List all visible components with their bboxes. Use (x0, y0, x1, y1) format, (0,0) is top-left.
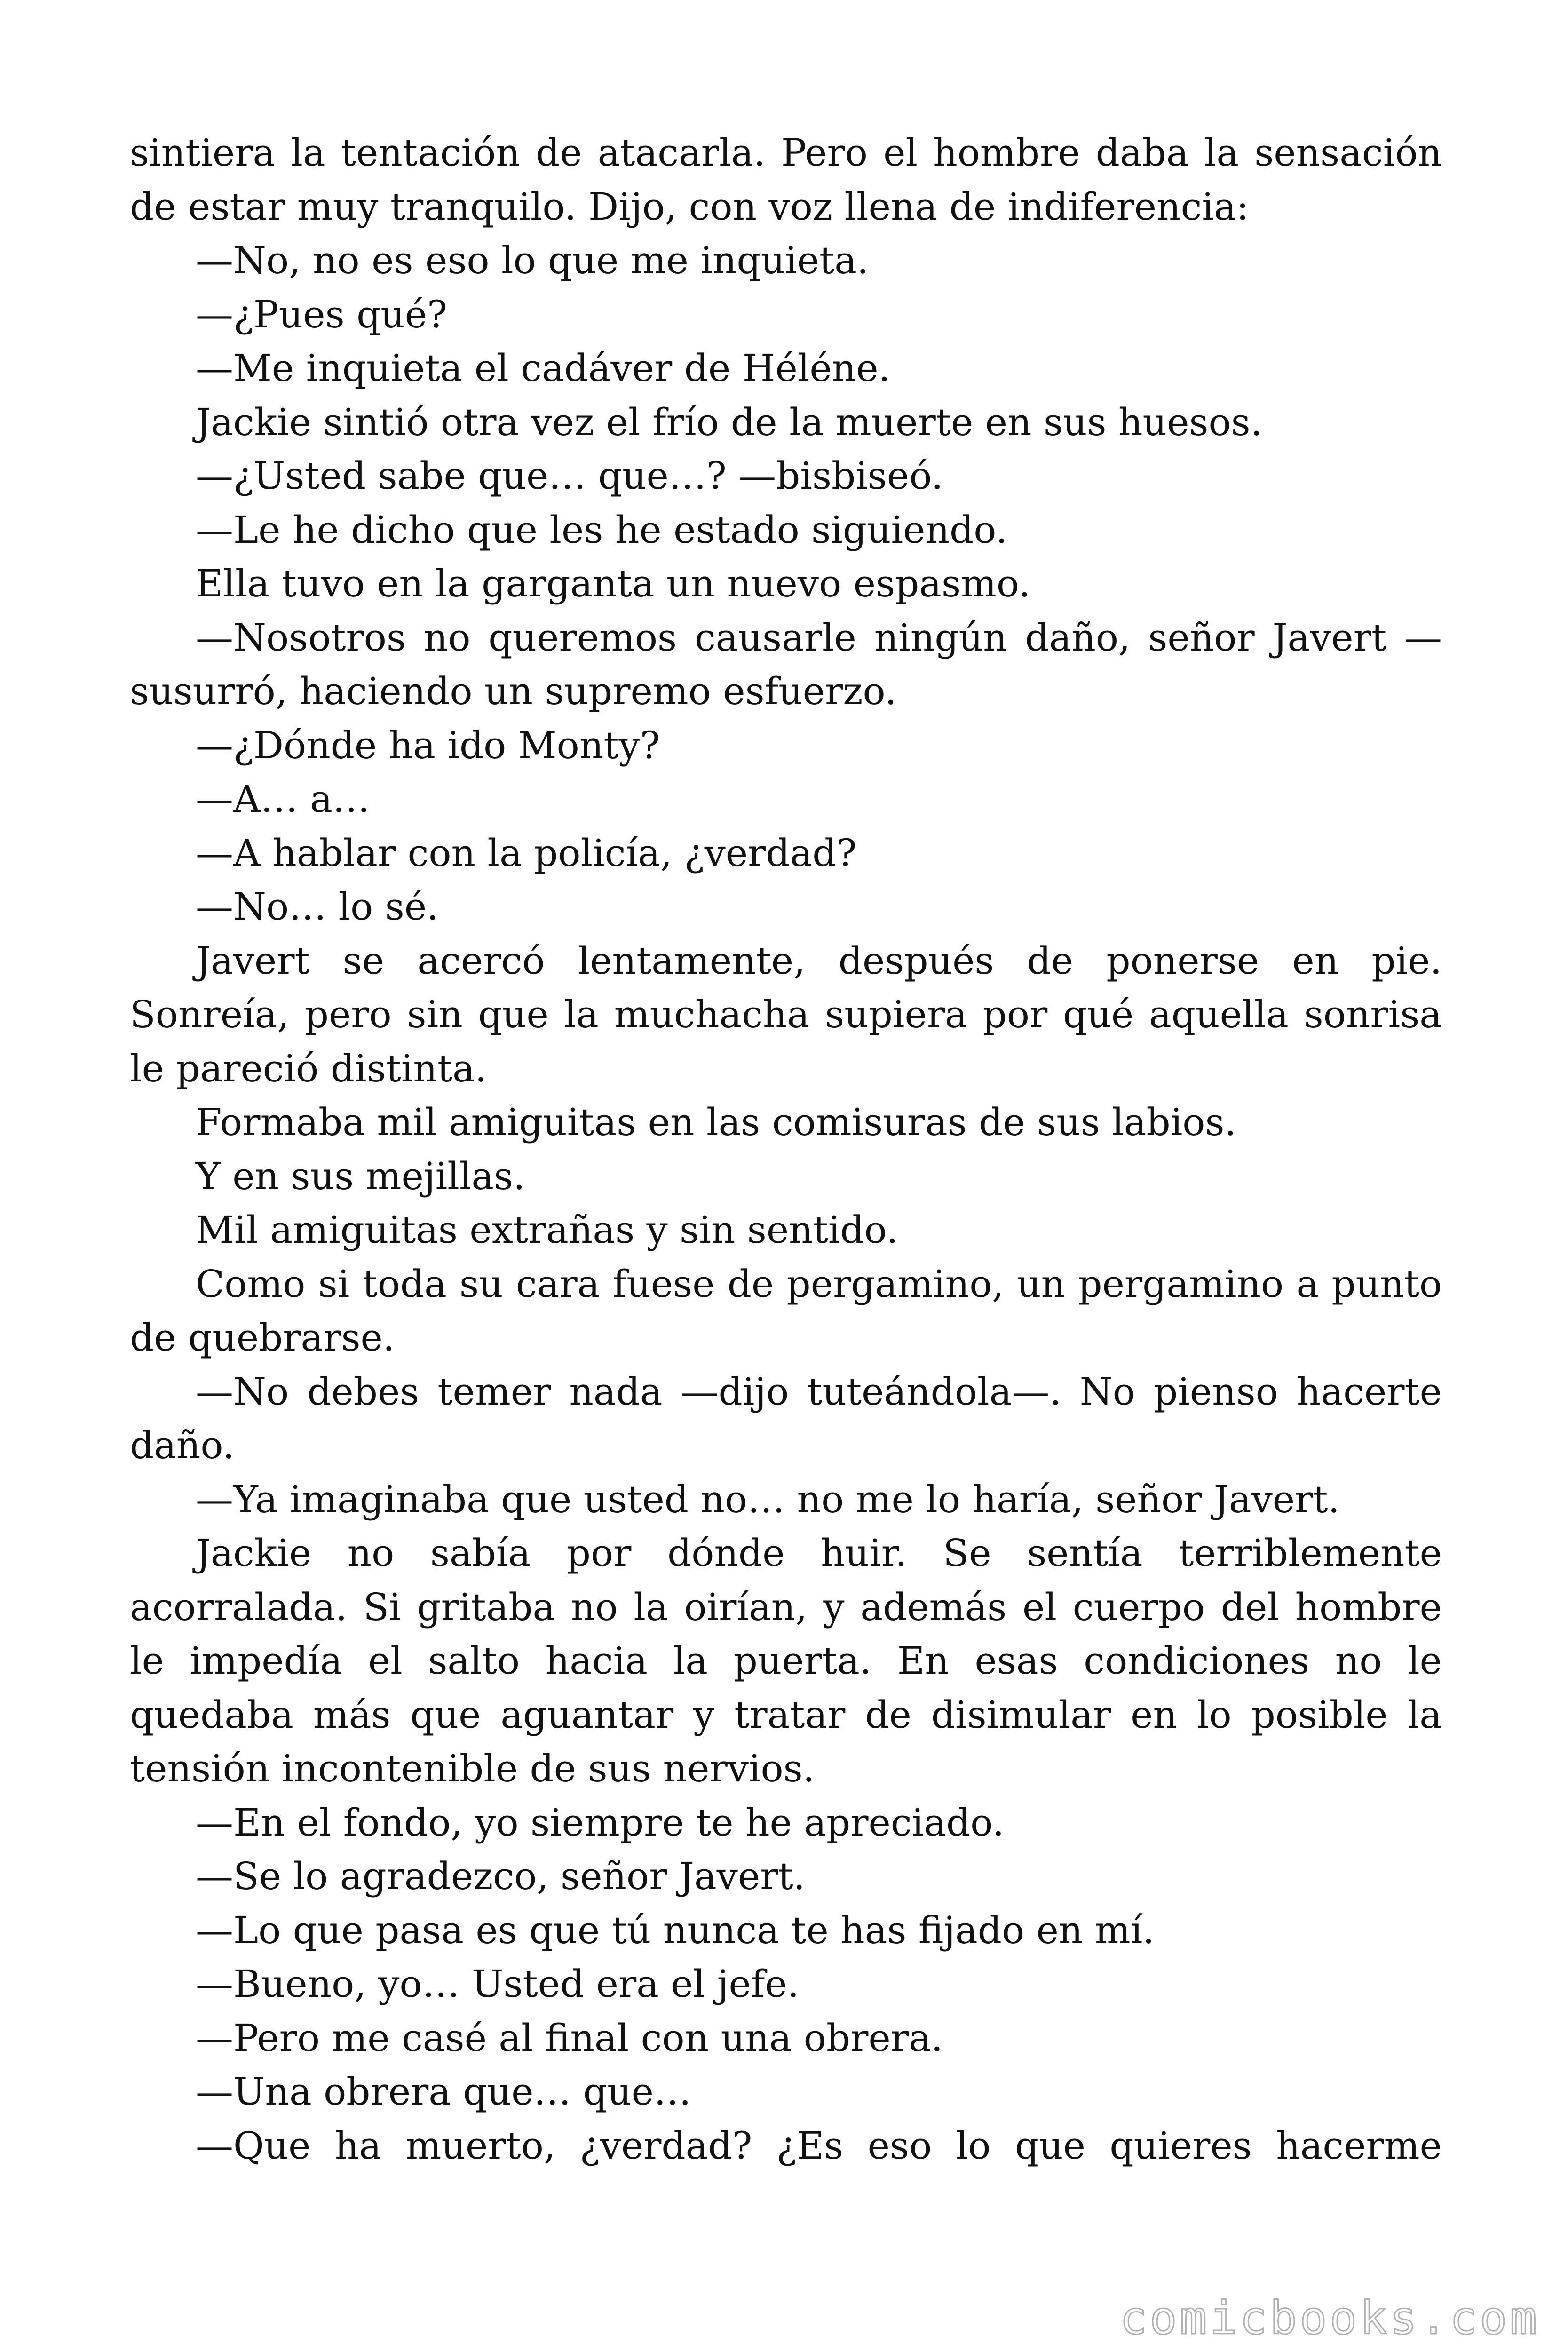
paragraph: —Lo que pasa es que tú nunca te has fijado en mí. (196, 1908, 1155, 1952)
page-body (130, 126, 1442, 2271)
watermark-logo: comicbooks.com (1119, 2292, 1540, 2344)
paragraph: —Nosotros no queremos causarle ningún daño, señor Javert —susurró, haciendo un supremo esfuerzo. (130, 615, 1442, 713)
paragraph: —Una obrera que… que… (196, 2070, 691, 2114)
paragraph: —Le he dicho que les he estado siguiendo. (196, 508, 1008, 552)
paragraph: Jackie no sabía por dónde huir. Se sentía terriblemente acorralada. Si gritaba no la oirían, y además el cuerpo del hombre le impedía el salto hacia la puerta. En esas condiciones no le quedaba más que aguantar y tratar de disimular en lo posible la tensión incontenible de sus nervios. (130, 1531, 1442, 1790)
paragraph: —Me inquieta el cadáver de Héléne. (196, 346, 891, 390)
paragraph: —No… lo sé. (196, 885, 439, 929)
paragraph: —¿Pues qué? (196, 292, 448, 336)
paragraph: Javert se acercó lentamente, después de ponerse en pie. Sonreía, pero sin que la muchacha supiera por qué aquella sonrisa le pareció distinta. (130, 938, 1442, 1090)
paragraph: Como si toda su cara fuese de pergamino, un pergamino a punto de quebrarse. (130, 1262, 1442, 1359)
paragraph: Mil amiguitas extrañas y sin sentido. (196, 1208, 898, 1252)
paragraph: —Que ha muerto, ¿verdad? ¿Es eso lo que quieres hacerme (196, 2123, 1442, 2168)
paragraph: —¿Dónde ha ido Monty? (196, 723, 660, 767)
paragraph: sintiera la tentación de atacarla. Pero el hombre daba la sensación de estar muy tranquilo. Dijo, con voz llena de indiferencia: (130, 131, 1442, 229)
paragraph: —A hablar con la policía, ¿verdad? (196, 831, 857, 875)
paragraph: —Pero me casé al final con una obrera. (196, 2016, 943, 2060)
paragraph: —Bueno, yo… Usted era el jefe. (196, 1962, 800, 2006)
paragraph: —No debes temer nada —dijo tuteándola—. No pienso hacerte daño. (130, 1369, 1442, 1467)
paragraph: Jackie sintió otra vez el frío de la muerte en sus huesos. (196, 400, 1263, 444)
paragraph: —A… a… (196, 777, 370, 821)
paragraph: —En el fondo, yo siempre te he apreciado. (196, 1800, 1005, 1844)
paragraph: Ella tuvo en la garganta un nuevo espasmo. (196, 562, 1031, 605)
paragraph: —Se lo agradezco, señor Javert. (196, 1854, 806, 1898)
paragraph: —Ya imaginaba que usted no… no me lo haría, señor Javert. (196, 1477, 1340, 1521)
paragraph: Formaba mil amiguitas en las comisuras de sus labios. (196, 1100, 1236, 1144)
paragraph: —¿Usted sabe que… que…? —bisbiseó. (196, 454, 943, 498)
paragraph: Y en sus mejillas. (196, 1154, 525, 1198)
paragraph: —No, no es eso lo que me inquieta. (196, 238, 869, 282)
